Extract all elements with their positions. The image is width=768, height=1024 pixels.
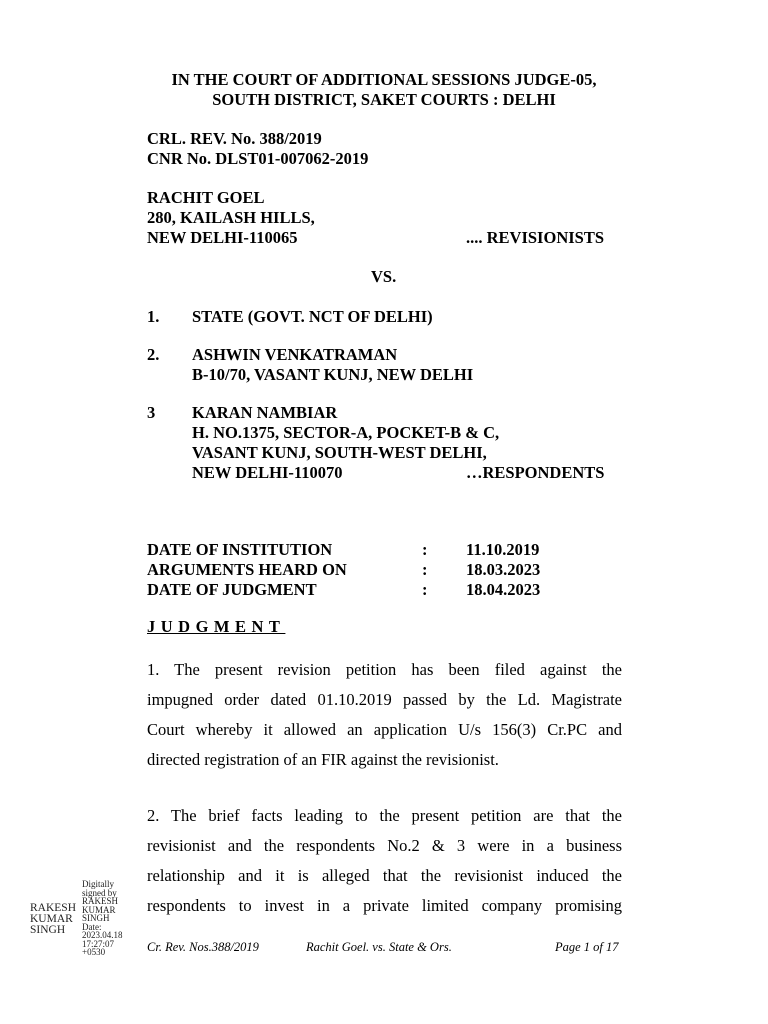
footer-case-ref: Cr. Rev. Nos.388/2019 <box>147 940 259 954</box>
versus-label: VS. <box>371 267 397 286</box>
respondents-role: …RESPONDENTS <box>466 463 605 482</box>
paragraph-2 <box>147 801 622 921</box>
revisionist-role: .... REVISIONISTS <box>466 228 605 247</box>
date-label: DATE OF JUDGMENT <box>147 580 317 599</box>
paragraph-line: 1. The present revision petition has been filed against the <box>147 660 622 679</box>
signature-details <box>82 880 123 957</box>
revisionist-address2: NEW DELHI-110065 <box>147 228 298 247</box>
paragraph-line: revisionist and the respondents No.2 & 3 were in a business <box>147 836 622 855</box>
date-value: 18.03.2023 <box>466 560 541 579</box>
footer-parties: Rachit Goel. vs. State & Ors. <box>306 940 452 954</box>
judgment-heading: JUDGMENT <box>147 617 286 636</box>
date-separator: : <box>422 580 428 599</box>
signature-name <box>30 903 76 936</box>
case-number: CRL. REV. No. 388/2019 <box>147 129 322 148</box>
date-value: 11.10.2019 <box>466 540 540 559</box>
date-value: 18.04.2023 <box>466 580 541 599</box>
paragraph-line: respondents to invest in a private limited company promising <box>147 896 622 915</box>
signature-detail-line: Digitally <box>82 879 114 889</box>
respondent-number: 3 <box>147 403 156 422</box>
court-heading-line1: IN THE COURT OF ADDITIONAL SESSIONS JUDGE-05, <box>171 70 597 89</box>
respondent-line: ASHWIN VENKATRAMAN <box>192 345 398 364</box>
respondent-number: 2. <box>147 345 160 364</box>
respondent-line: STATE (GOVT. NCT OF DELHI) <box>192 307 433 326</box>
signature-name-line: RAKESH <box>30 902 77 914</box>
date-label: DATE OF INSTITUTION <box>147 540 333 559</box>
signature-detail-line: signed by <box>82 887 117 898</box>
signature-detail-line: SINGH <box>82 913 110 923</box>
paragraph-1 <box>147 655 622 775</box>
respondent-line: KARAN NAMBIAR <box>192 403 338 422</box>
footer-page-number: Page 1 of 17 <box>555 940 619 954</box>
respondent-line: H. NO.1375, SECTOR-A, POCKET-B & C, <box>192 423 500 442</box>
signature-detail-line: Date: <box>82 921 102 932</box>
signature-detail-line: RAKESH <box>82 896 119 906</box>
paragraph-line: 2. The brief facts leading to the present petition are that the <box>147 806 622 825</box>
paragraph-line: relationship and it is alleged that the revisionist induced the <box>147 866 622 885</box>
paragraph-line: directed registration of an FIR against the revisionist. <box>147 750 499 769</box>
revisionist-address1: 280, KAILASH HILLS, <box>147 208 315 227</box>
date-separator: : <box>422 560 428 579</box>
respondent-line: VASANT KUNJ, SOUTH-WEST DELHI, <box>192 443 487 462</box>
signature-name-line: KUMAR <box>30 913 73 925</box>
cnr-number: CNR No. DLST01-007062-2019 <box>147 149 369 168</box>
respondent-number: 1. <box>147 307 160 326</box>
paragraph-line: Court whereby it allowed an application U/s 156(3) Cr.PC and <box>147 720 622 739</box>
signature-detail-line: 17:27:07 <box>82 938 115 949</box>
date-label: ARGUMENTS HEARD ON <box>147 560 347 579</box>
signature-detail-line: +0530 <box>82 947 106 957</box>
date-separator: : <box>422 540 428 559</box>
respondent-line: NEW DELHI-110070 <box>192 463 343 482</box>
respondent-line: B-10/70, VASANT KUNJ, NEW DELHI <box>192 365 474 384</box>
court-heading-line2: SOUTH DISTRICT, SAKET COURTS : DELHI <box>212 90 556 109</box>
signature-detail-line: 2023.04.18 <box>82 930 123 940</box>
signature-detail-line: KUMAR <box>82 904 116 915</box>
revisionist-name: RACHIT GOEL <box>147 188 265 207</box>
signature-name-line: SINGH <box>30 924 66 936</box>
paragraph-line: impugned order dated 01.10.2019 passed by the Ld. Magistrate <box>147 690 622 709</box>
